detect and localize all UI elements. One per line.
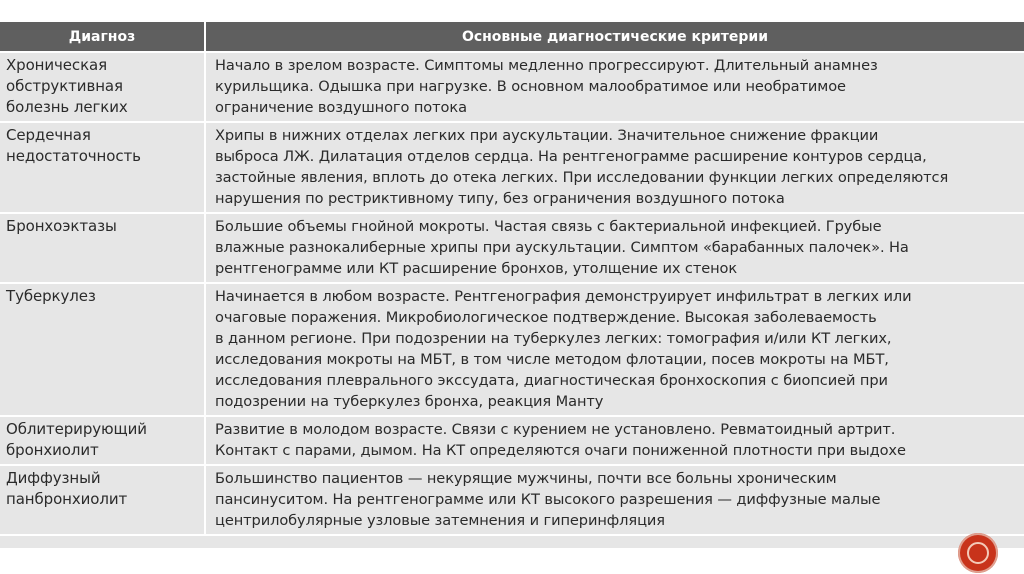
row-criteria: Большинство пациентов — некурящие мужчины, почти все больны хроническим пансинуситом. На рентгенограмме или КТ высокого разрешения — диффузные малые центрилобулярные узловые затемнения и гиперинфляция	[205, 465, 1024, 535]
row-diagnosis: Бронхоэктазы	[0, 213, 205, 283]
diagnosis-table-container	[0, 22, 1024, 548]
row-diagnosis: Туберкулез	[0, 283, 205, 416]
row-diagnosis: Облитерирующий бронхиолит	[0, 416, 205, 465]
table-row	[0, 283, 1024, 416]
logo-ring	[967, 542, 989, 564]
row-criteria: Развитие в молодом возрасте. Связи с курением не установлено. Ревматоидный артрит. Контакт с парами, дымом. На КТ определяются очаги пониженной плотности при выдохе	[205, 416, 1024, 465]
diagnosis-table	[0, 22, 1024, 536]
table-header-row	[0, 22, 1024, 52]
row-criteria: Начинается в любом возрасте. Рентгенография демонструирует инфильтрат в легких или очаговые поражения. Микробиологическое подтверждение. Высокая заболеваемость в данном регионе. При подозрении на туберкулез легких: томография и/или КТ легких, исследования мокроты на МБТ, в том числе методом флотации, посев мокроты на МБТ, исследования плеврального экссудата, диагностическая бронхоскопия с биопсией при подозрении на туберкулез бронха, реакция Манту	[205, 283, 1024, 416]
row-diagnosis: Диффузный панбронхиолит	[0, 465, 205, 535]
table-row	[0, 122, 1024, 213]
table-row	[0, 416, 1024, 465]
header-diagnosis: Диагноз	[0, 22, 205, 52]
header-criteria: Основные диагностические критерии	[205, 22, 1024, 52]
row-diagnosis: Хроническая обструктивная болезнь легких	[0, 52, 205, 122]
table-row	[0, 52, 1024, 122]
row-criteria: Хрипы в нижних отделах легких при аускультации. Значительное снижение фракции выброса ЛЖ. Дилатация отделов сердца. На рентгенограмме расширение контуров сердца, застойные явления, вплоть до отека легких. При исследовании функции легких определяются нарушения по рестриктивному типу, без ограничения воздушного потока	[205, 122, 1024, 213]
row-criteria: Начало в зрелом возрасте. Симптомы медленно прогрессируют. Длительный анамнез курильщика. Одышка при нагрузке. В основном малообратимое или необратимое ограничение воздушного потока	[205, 52, 1024, 122]
row-criteria: Большие объемы гнойной мокроты. Частая связь с бактериальной инфекцией. Грубые влажные разнокалиберные хрипы при аускультации. Симптом «барабанных палочек». На рентгенограмме или КТ расширение бронхов, утолщение их стенок	[205, 213, 1024, 283]
row-diagnosis: Сердечная недостаточность	[0, 122, 205, 213]
table-row	[0, 465, 1024, 535]
table-row	[0, 213, 1024, 283]
presentation-logo-icon	[958, 533, 998, 573]
